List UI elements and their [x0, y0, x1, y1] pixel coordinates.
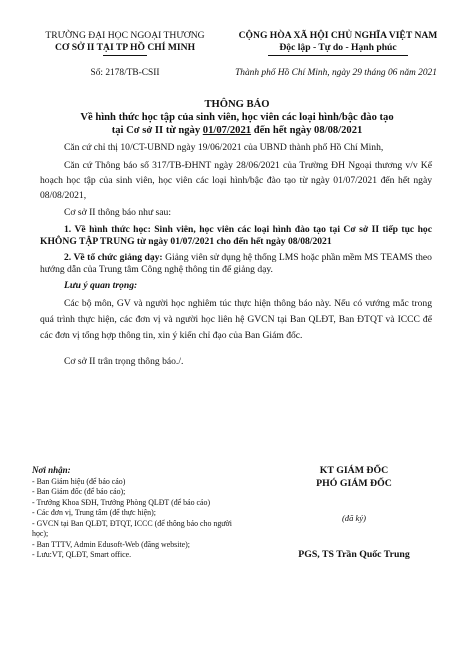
country-name: CỘNG HÒA XÃ HỘI CHỦ NGHĨA VIỆT NAM [238, 30, 438, 41]
recipient-item: - Trưởng Khoa SĐH, Trưởng Phòng QLĐT (để báo cáo) [32, 497, 211, 507]
legal-basis-2: Căn cứ Thông báo số 317/TB-ĐHNT ngày 28/06/2021 của Trường ĐH Ngoại thương v/v Kế hoạch học tập của sinh viên, học viên các loại hình/bậc đào tạo từ ngày 01/07/2021 đến hết ngày 08/08/2021, [40, 160, 432, 201]
recipients-block [32, 465, 247, 561]
national-header [222, 30, 454, 56]
recipients-label: Nơi nhận: [32, 465, 71, 475]
recipient-item: - Lưu:VT, QLĐT, Smart office. [32, 550, 132, 559]
signer-title2: PHÓ GIÁM ĐỐC [316, 478, 392, 489]
motto-underline [268, 55, 408, 56]
signer-title1: KT GIÁM ĐỐC [319, 465, 389, 476]
legal-basis-1: Căn cứ chỉ thị 10/CT-UBND ngày 19/06/2021 của UBND thành phố Hồ Chí Minh, [64, 142, 384, 153]
recipient-item: - Ban Giám hiệu (để báo cáo) [32, 476, 126, 486]
item-teaching [40, 252, 432, 276]
title-line2 [40, 124, 434, 137]
title-heading: THÔNG BÁO [204, 99, 270, 110]
org-name-line1: TRƯỜNG ĐẠI HỌC NGOẠI THƯƠNG [45, 30, 205, 41]
document-title [40, 98, 434, 137]
item-teaching-text: Giảng viên sử dụng hệ thống LMS hoặc phần mềm MS TEAMS theo hướng dẫn của Trung tâm Công nghệ thông tin để giảng dạy. [40, 252, 432, 275]
signed-note: (đã ký) [341, 513, 367, 523]
announcement-intro: Cơ sở II thông báo như sau: [64, 207, 172, 218]
title-line2-end: đến hết ngày 08/08/2021 [251, 125, 363, 136]
title-line2-prefix: tại Cơ sở II từ ngày [111, 125, 203, 136]
reference-number: Số: 2178/TB-CSII [90, 68, 160, 78]
important-note-text: Các bộ môn, GV và người học nghiêm túc thực hiện thông báo này. Nếu có vướng mắc trong quá trình thực hiện, các đơn vị và người học liên hệ GVCN tại Ban QLĐT, Ban ĐTQT và ICCC để các đơn vị tổng hợp thông tin, xin ý kiến chỉ đạo của Ban Giám đốc. [40, 298, 432, 341]
org-underline [103, 55, 147, 56]
org-name-line2: CƠ SỞ II TẠI TP HỒ CHÍ MINH [54, 42, 196, 53]
national-motto: Độc lập - Tự do - Hạnh phúc [279, 42, 397, 53]
title-line1: Về hình thức học tập của sinh viên, học viên các loại hình/bậc đào tạo [80, 112, 394, 123]
issuing-organization [30, 30, 220, 56]
item-study-mode: 1. Về hình thức học: Sinh viên, học viên các loại hình đào tạo tại Cơ sở II tiếp tục học KHÔNG TẬP TRUNG từ ngày 01/07/2021 cho đến hết ngày 08/08/2021 [40, 224, 432, 247]
recipient-item: - Ban TTTV, Admin Edusoft-Web (đăng website); [32, 539, 190, 549]
signer-name: PGS, TS Trần Quốc Trung [298, 549, 410, 560]
important-note-label: Lưu ý quan trọng: [64, 280, 138, 291]
place-and-date: Thành phố Hồ Chí Minh, ngày 29 tháng 06 năm 2021 [235, 68, 437, 78]
closing-line: Cơ sở II trân trọng thông báo./. [64, 356, 184, 367]
signature-block [270, 465, 438, 560]
recipient-item: - Ban Giám đốc (để báo cáo); [32, 487, 126, 496]
recipient-item: - GVCN tại Ban QLĐT, ĐTQT, ICCC (để thông báo cho người học); [32, 518, 232, 538]
item-teaching-label: 2. Về tổ chức giảng dạy: [64, 252, 163, 263]
title-line2-start-date: 01/07/2021 [202, 125, 252, 136]
recipient-item: - Các đơn vị, Trung tâm (để thực hiện); [32, 508, 156, 517]
